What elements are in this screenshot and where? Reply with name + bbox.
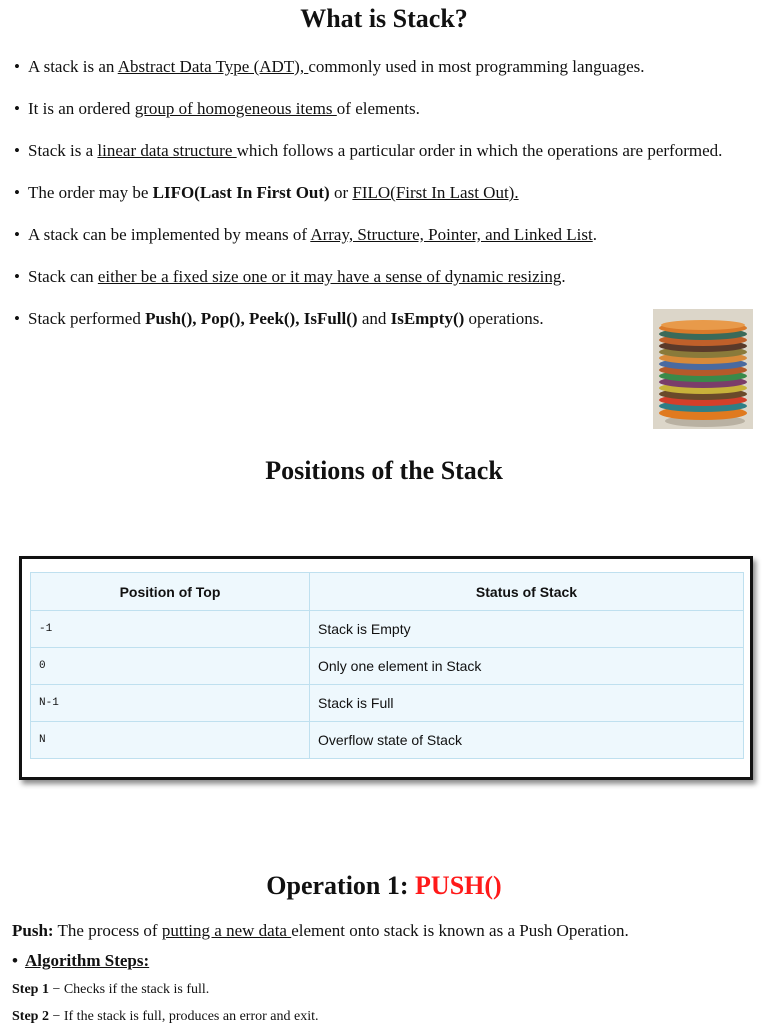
table-row (31, 611, 744, 648)
cell-position: N-1 (31, 685, 310, 722)
bullet-list (14, 49, 734, 343)
underlined-text: linear data structure (97, 141, 237, 160)
bullet-text: It is an ordered (28, 99, 135, 118)
bullet-implementation (14, 217, 734, 252)
bullet-linear-structure (14, 133, 734, 168)
heading-what-is-stack: What is Stack? (300, 4, 468, 33)
bullet-text: of elements. (336, 99, 420, 118)
algorithm-title: • Algorithm Steps: (12, 951, 150, 970)
bullet-text: Stack is a (28, 141, 98, 160)
bullet-text: . (561, 267, 566, 286)
algorithm-title-text: Algorithm Steps: (24, 951, 150, 970)
cell-status: Overflow state of Stack (310, 722, 744, 759)
underlined-text: group of homogeneous items (134, 99, 337, 118)
push-text: The process of (53, 921, 162, 940)
bullet-text: Stack can (28, 267, 98, 286)
bullet-text: commonly used in most programming languages. (308, 57, 645, 76)
heading-push-red: PUSH() (415, 871, 502, 900)
cell-position: -1 (31, 611, 310, 648)
cell-status: Stack is Full (310, 685, 744, 722)
bullet-size (14, 259, 734, 294)
bullet-text: . (592, 225, 597, 244)
cell-status: Only one element in Stack (310, 648, 744, 685)
bullet-text: or (329, 183, 353, 202)
bold-text: LIFO(Last In First Out) (152, 183, 330, 202)
step-2 (12, 1009, 318, 1025)
bullet-ordered-group (14, 91, 734, 126)
underlined-text: Array, Structure, Pointer, and Linked List (310, 225, 593, 244)
cell-position: N (31, 722, 310, 759)
table-row (31, 648, 744, 685)
step-label: Step 2 (12, 1009, 49, 1024)
bold-text: IsEmpty() (390, 309, 465, 328)
cell-status: Stack is Empty (310, 611, 744, 648)
heading-positions: Positions of the Stack (265, 456, 503, 485)
bullet-text: Stack performed (28, 309, 146, 328)
heading-operation-push (0, 871, 768, 901)
bullet-adt (14, 49, 734, 84)
bullet-text: The order may be (28, 183, 153, 202)
bullet-text: operations. (464, 309, 544, 328)
bullet-operations (14, 301, 734, 336)
table-row (31, 685, 744, 722)
positions-table-frame (19, 556, 753, 780)
underlined-text: FILO(First In Last Out). (352, 183, 519, 202)
underlined-text: putting a new data (161, 921, 292, 940)
bullet-text: A stack can be implemented by means of (28, 225, 311, 244)
bold-text: Push(), Pop(), Peek(), IsFull() (145, 309, 358, 328)
step-label: Step 1 (12, 982, 49, 997)
push-definition (12, 918, 752, 944)
underlined-text: Abstract Data Type (ADT), (117, 57, 309, 76)
bullet-text: which follows a particular order in which the operations are performed. (236, 141, 723, 160)
header-status-of-stack: Status of Stack (310, 573, 744, 611)
step-text: − Checks if the stack is full. (48, 982, 210, 997)
cell-position: 0 (31, 648, 310, 685)
bullet-text: and (357, 309, 391, 328)
stacked-plates-icon (653, 309, 753, 429)
push-label: Push: (12, 921, 54, 940)
bullet-text: A stack is an (28, 57, 118, 76)
table-header-row (31, 573, 744, 611)
stacked-plates-image (653, 309, 753, 429)
step-text: − If the stack is full, produces an error and exit. (48, 1009, 319, 1024)
heading-text: Operation 1: (266, 871, 416, 900)
underlined-text: either be a fixed size one or it may have a sense of dynamic resizing (97, 267, 562, 286)
positions-table (30, 572, 744, 759)
push-text: element onto stack is known as a Push Operation. (291, 921, 629, 940)
header-position-of-top: Position of Top (31, 573, 310, 611)
table-row (31, 722, 744, 759)
bullet-order (14, 175, 734, 210)
step-1 (12, 982, 209, 998)
